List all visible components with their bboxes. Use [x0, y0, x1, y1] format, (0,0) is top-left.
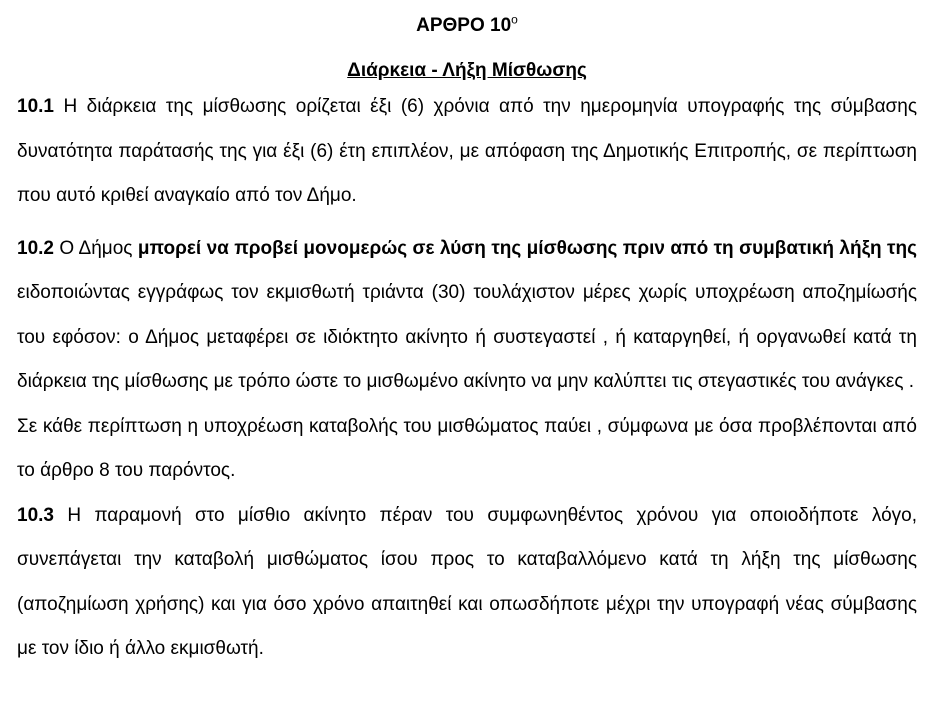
- article-title: Διάρκεια - Λήξη Μίσθωσης: [347, 60, 587, 81]
- article-number: [17, 0, 917, 40]
- paragraph-10-3: [17, 494, 917, 672]
- section-number-10-1: 10.1: [17, 96, 54, 117]
- paragraph-10-2-bold-phrase: μπορεί να προβεί μονομερώς σε λύση της μίσθωσης πριν από τη συμβατική λήξη της: [137, 237, 917, 259]
- paragraph-10-2-rest: ειδοποιώντας εγγράφως τον εκμισθωτή τριάντα (30) τουλάχιστον μέρες χωρίς υποχρέωση αποζημίωσής του εφόσον: ο Δήμος μεταφέρει σε ιδιόκτητο ακίνητο ή συστεγαστεί , ή καταργηθεί, ή οργανωθεί κατά τη διάρκεια της μίσθωσης με τρόπο ώστε το μισθωμένο ακίνητο να μην καλύπτει τις στεγαστικές του ανάγκες .: [17, 282, 917, 392]
- paragraph-10-2-followup: Σε κάθε περίπτωση η υποχρέωση καταβολής του μισθώματος παύει , σύμφωνα με όσα προβλέπονται από το άρθρο 8 του παρόντος.: [17, 415, 917, 481]
- paragraph-10-1-text: Η διάρκεια της μίσθωσης ορίζεται έξι (6) χρόνια από την ημερομηνία υπογραφής της σύμβασης δυνατότητα παράτασής της για έξι (6) έτη επιπλέον, με απόφαση της Δημοτικής Επιτροπής, σε περίπτωση που αυτό κριθεί αναγκαίο από τον Δήμο.: [17, 96, 917, 206]
- section-number-10-3: 10.3: [17, 504, 54, 526]
- paragraph-10-3-text: Η παραμονή στο μίσθιο ακίνητο πέραν του συμφωνηθέντος χρόνου για οποιοδήποτε λόγο, συνεπάγεται την καταβολή μισθώματος ίσου προς το καταβαλλόμενο κατά τη λήξη της μίσθωσης (αποζημίωση χρήσης) και για όσο χρόνο απαιτηθεί και οπωσδήποτε μέχρι την υπογραφή νέας σύμβασης με τον ίδιο ή άλλο εκμισθωτή.: [17, 504, 917, 659]
- paragraph-10-2-lead: Ο Δήμος: [53, 237, 138, 259]
- paragraph-10-2: [17, 227, 917, 405]
- article-number-superscript: ο: [511, 12, 518, 27]
- section-number-10-2: 10.2: [17, 237, 54, 259]
- paragraph-10-1: [17, 85, 917, 219]
- article-number-text: ΑΡΘΡΟ 10: [416, 15, 512, 36]
